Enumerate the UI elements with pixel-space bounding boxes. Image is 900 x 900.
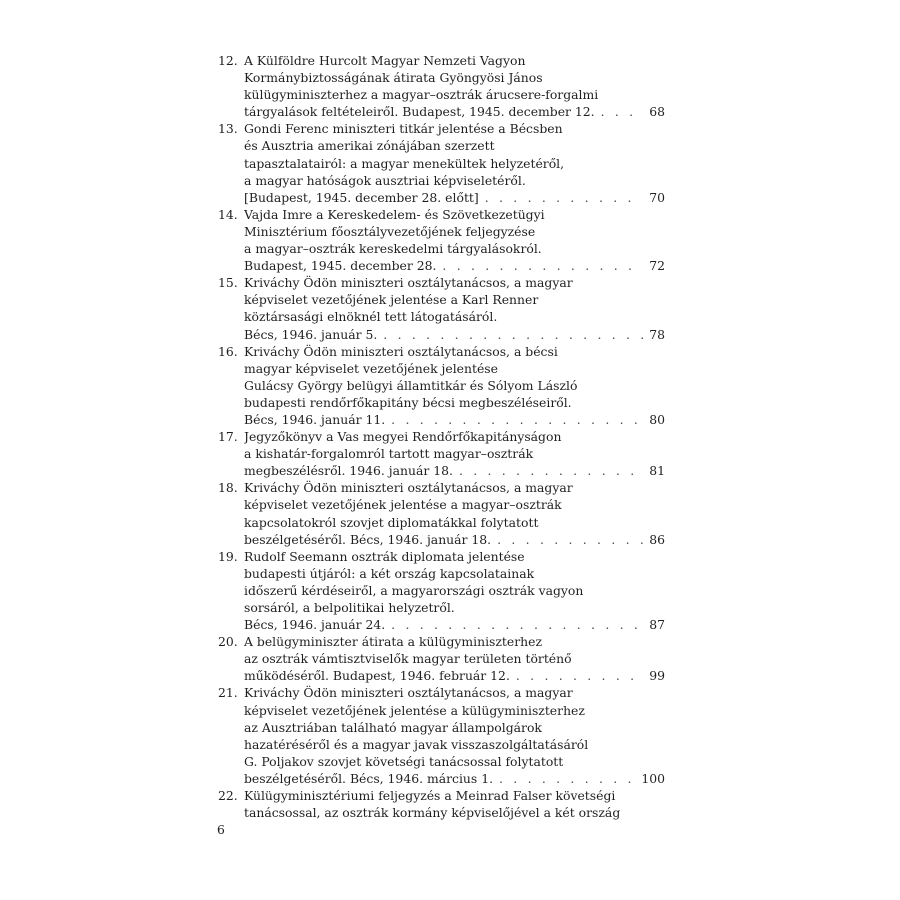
entry-line: köztársasági elnöknél tett látogatásáról. xyxy=(244,309,498,325)
entry-number: 19. xyxy=(218,548,238,564)
entry-source-date: megbeszélésről. 1946. január 18. xyxy=(244,463,453,479)
entry-line: és Ausztria amerikai zónájában szerzett xyxy=(244,138,495,154)
dot-leader xyxy=(391,616,643,633)
dot-leader xyxy=(391,411,643,428)
toc-entry xyxy=(218,343,665,428)
entry-line: budapesti rendőrfőkapitány bécsi megbeszéléseiről. xyxy=(244,394,572,410)
entry-page-number: 81 xyxy=(649,463,665,479)
dot-leader xyxy=(485,189,643,206)
entry-source-date: Bécs, 1946. január 11. xyxy=(244,411,386,427)
entry-source-date: beszélgetéséről. Bécs, 1946. január 18. xyxy=(244,531,492,547)
entry-line: Kormánybiztosságának átirata Gyöngyösi János xyxy=(244,70,543,86)
toc-entry xyxy=(218,479,665,547)
entry-number: 13. xyxy=(218,121,238,137)
entry-line: képviselet vezetőjének jelentése a külügyminiszterhez xyxy=(244,702,585,718)
entry-number: 15. xyxy=(218,275,238,291)
entry-line: tapasztalatairól: a magyar menekültek helyzetéről, xyxy=(244,155,565,171)
entry-source-date: Bécs, 1946. január 24. xyxy=(244,617,386,633)
table-of-contents xyxy=(218,52,665,821)
entry-text xyxy=(244,684,665,787)
entry-source-date: Budapest, 1945. december 28. xyxy=(244,258,437,274)
entry-line: Vajda Imre a Kereskedelem- és Szövetkezetügyi xyxy=(244,206,545,222)
entry-line: képviselet vezetőjének jelentése a magyar–osztrák xyxy=(244,497,562,513)
entry-last-line xyxy=(244,770,665,787)
dot-leader xyxy=(497,531,643,548)
entry-last-line xyxy=(244,531,665,548)
toc-entry xyxy=(218,787,665,821)
toc-entry xyxy=(218,120,665,205)
entry-line: magyar képviselet vezetőjének jelentése xyxy=(244,360,498,376)
entry-line: a magyar–osztrák kereskedelmi tárgyalásokról. xyxy=(244,241,542,257)
page-number: 6 xyxy=(217,822,225,837)
entry-line: Minisztérium főosztályvezetőjének feljegyzése xyxy=(244,223,536,239)
entry-line: Kriváchy Ödön miniszteri osztálytanácsos, a magyar xyxy=(244,685,573,701)
entry-line: kapcsolatokról szovjet diplomatákkal folytatott xyxy=(244,514,539,530)
entry-line: képviselet vezetőjének jelentése a Karl Renner xyxy=(244,292,539,308)
entry-last-line xyxy=(244,257,665,274)
entry-number: 20. xyxy=(218,634,238,650)
entry-page-number: 70 xyxy=(649,189,665,205)
entry-text xyxy=(244,633,665,684)
entry-last-line xyxy=(244,103,665,120)
entry-line: a magyar hatóságok ausztriai képviseletéről. xyxy=(244,172,526,188)
entry-line: az Ausztriában található magyar állampolgárok xyxy=(244,719,542,735)
entry-number: 14. xyxy=(218,206,238,222)
entry-page-number: 68 xyxy=(649,104,665,120)
entry-page-number: 80 xyxy=(649,411,665,427)
entry-number: 21. xyxy=(218,685,238,701)
entry-line: tanácsossal, az osztrák kormány képviselőjével a két ország xyxy=(244,805,621,821)
entry-page-number: 86 xyxy=(649,531,665,547)
toc-entry xyxy=(218,633,665,684)
entry-source-date: működéséről. Budapest, 1946. február 12. xyxy=(244,668,510,684)
entry-line: A belügyminiszter átirata a külügyminiszterhez xyxy=(244,634,542,650)
entry-source-date: Bécs, 1946. január 5. xyxy=(244,326,378,342)
dot-leader xyxy=(383,326,643,343)
entry-last-line xyxy=(244,462,665,479)
entry-number: 18. xyxy=(218,480,238,496)
entry-page-number: 99 xyxy=(649,668,665,684)
entry-number: 22. xyxy=(218,788,238,804)
entry-text xyxy=(244,343,665,428)
entry-line: Rudolf Seemann osztrák diplomata jelentése xyxy=(244,548,525,564)
toc-entry xyxy=(218,548,665,633)
entry-line: hazatéréséről és a magyar javak visszaszolgáltatásáról xyxy=(244,736,589,752)
entry-text xyxy=(244,52,665,120)
dot-leader xyxy=(601,103,644,120)
entry-number: 17. xyxy=(218,429,238,445)
entry-page-number: 72 xyxy=(649,258,665,274)
entry-line: sorsáról, a belpolitikai helyzetről. xyxy=(244,600,455,615)
toc-entry xyxy=(218,52,665,120)
entry-last-line xyxy=(244,667,665,684)
toc-entry xyxy=(218,428,665,479)
entry-line: az osztrák vámtisztviselők magyar területen történő xyxy=(244,651,572,667)
entry-line: Kriváchy Ödön miniszteri osztálytanácsos, a bécsi xyxy=(244,343,558,359)
entry-source-date: beszélgetéséről. Bécs, 1946. március 1. xyxy=(244,770,494,786)
entry-line: külügyminiszterhez a magyar–osztrák árucsere-forgalmi xyxy=(244,87,599,103)
entry-line: Külügyminisztériumi feljegyzés a Meinrad Falser követségi xyxy=(244,788,616,804)
entry-last-line xyxy=(244,616,665,633)
entry-line: Gondi Ferenc miniszteri titkár jelentése a Bécsben xyxy=(244,121,563,137)
entry-text xyxy=(244,428,665,479)
toc-entry xyxy=(218,206,665,274)
dot-leader xyxy=(499,770,635,787)
dot-leader xyxy=(516,667,643,684)
entry-line: A Külföldre Hurcolt Magyar Nemzeti Vagyon xyxy=(244,53,526,68)
entry-line: budapesti útjáról: a két ország kapcsolatainak xyxy=(244,565,535,581)
entry-source-date: tárgyalások feltételeiről. Budapest, 1945. december 12. xyxy=(244,104,595,120)
entry-text xyxy=(244,787,665,821)
toc-entry xyxy=(218,684,665,787)
entry-line: Kriváchy Ödön miniszteri osztálytanácsos, a magyar xyxy=(244,275,573,291)
dot-leader xyxy=(459,462,643,479)
entry-text xyxy=(244,479,665,547)
entry-page-number: 87 xyxy=(649,617,665,633)
entry-number: 12. xyxy=(218,53,238,68)
entry-page-number: 78 xyxy=(649,326,665,342)
entry-line: Gulácsy György belügyi államtitkár és Sólyom László xyxy=(244,377,578,393)
entry-text xyxy=(244,274,665,342)
entry-last-line xyxy=(244,411,665,428)
entry-line: a kishatár-forgalomról tartott magyar–osztrák xyxy=(244,446,534,462)
entry-line: időszerű kérdéseiről, a magyarországi osztrák vagyon xyxy=(244,582,584,598)
entry-line: Jegyzőkönyv a Vas megyei Rendőrfőkapitányságon xyxy=(244,429,562,445)
dot-leader xyxy=(442,257,643,274)
entry-text xyxy=(244,548,665,633)
entry-source-date: [Budapest, 1945. december 28. előtt] xyxy=(244,189,479,205)
entry-last-line xyxy=(244,189,665,206)
toc-entry xyxy=(218,274,665,342)
entry-text xyxy=(244,120,665,205)
entry-page-number: 100 xyxy=(641,770,665,786)
entry-number: 16. xyxy=(218,343,238,359)
entry-line: Kriváchy Ödön miniszteri osztálytanácsos, a magyar xyxy=(244,480,573,496)
entry-line: G. Poljakov szovjet követségi tanácsossal folytatott xyxy=(244,753,564,769)
entry-text xyxy=(244,206,665,274)
entry-last-line xyxy=(244,326,665,343)
